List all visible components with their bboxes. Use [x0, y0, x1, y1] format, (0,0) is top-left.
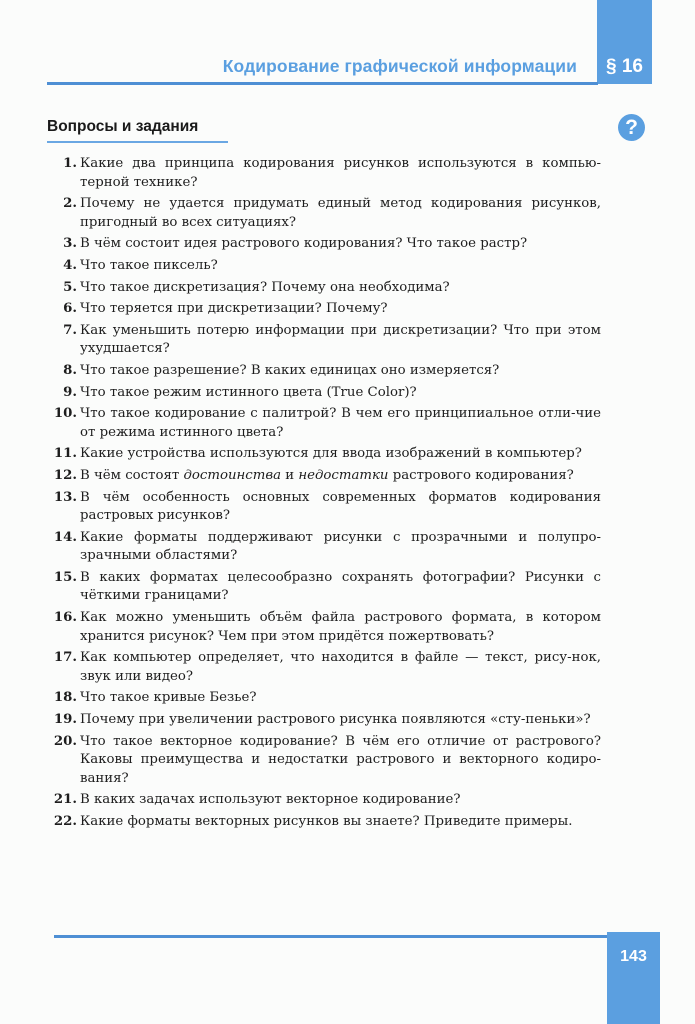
- question-number: 11.: [53, 446, 77, 462]
- question-item: [47, 733, 601, 789]
- question-number: 22.: [53, 814, 77, 829]
- question-text: В чём состоит идея растрового кодирования? Что такое растр?: [80, 236, 528, 252]
- question-text-part: В чём состоят: [80, 467, 184, 483]
- question-number: 10.: [53, 406, 77, 422]
- question-number: 19.: [53, 712, 77, 728]
- question-text: Почему не удается придумать единый метод кодирования рисунков, пригодный во всех ситуациях?: [80, 196, 601, 230]
- question-number: 8.: [63, 362, 77, 378]
- question-number: 9.: [63, 384, 77, 400]
- question-number: 14.: [53, 529, 77, 545]
- question-item: [47, 362, 601, 381]
- section-tab: [597, 0, 652, 84]
- section-title-underline: [47, 141, 228, 143]
- chapter-title: Кодирование графической информации: [222, 56, 577, 76]
- question-text: В каких задачах используют векторное кодирование?: [80, 792, 461, 808]
- question-item: [47, 813, 601, 832]
- question-item: [47, 257, 601, 276]
- question-text: Какие форматы векторных рисунков вы знаете? Приведите примеры.: [80, 814, 573, 829]
- question-number: 1.: [63, 156, 77, 171]
- question-text: Что теряется при дискретизации? Почему?: [80, 301, 388, 317]
- question-text: Что такое режим истинного цвета (True Color)?: [80, 384, 417, 400]
- question-number: 18.: [53, 690, 77, 706]
- question-item: [47, 195, 601, 232]
- footer-divider: [54, 935, 608, 938]
- question-text: Как компьютер определяет, что находится в файле — текст, рису-нок, звук или видео?: [80, 650, 601, 684]
- question-text: В чём особенность основных современных форматов кодирования растровых рисунков?: [80, 489, 601, 524]
- question-number: 5.: [63, 279, 77, 295]
- question-number: 3.: [63, 236, 77, 252]
- section-number: § 16: [606, 56, 643, 77]
- question-text: Как можно уменьшить объём файла растрового формата, в котором хранится рисунок? Чем при этом придётся пожертвовать?: [80, 610, 601, 644]
- question-number: 2.: [63, 196, 77, 212]
- question-text: Какие два принципа кодирования рисунков используются в компью-терной технике?: [80, 156, 601, 190]
- question-text: Что такое пиксель?: [80, 257, 218, 273]
- question-number: 12.: [53, 467, 77, 483]
- question-item: [47, 384, 601, 403]
- question-number: 15.: [53, 569, 77, 585]
- question-item: [47, 711, 601, 730]
- emphasis-advantages: достоинства: [183, 467, 282, 483]
- question-text: Что такое кодирование с палитрой? В чем его принципиальное отли-чие от режима истинного цвета?: [80, 406, 601, 440]
- question-number: 21.: [53, 792, 77, 808]
- question-number: 6.: [63, 301, 77, 317]
- question-item: [47, 569, 601, 606]
- page-number-tab: [607, 932, 660, 1024]
- question-item: [47, 155, 601, 192]
- question-number: 7.: [63, 322, 77, 338]
- question-text: Какие устройства используются для ввода изображений в компьютер?: [80, 446, 582, 462]
- question-number: 4.: [63, 257, 77, 273]
- question-item: [47, 445, 601, 464]
- question-number: 20.: [53, 733, 77, 749]
- question-item: [47, 791, 601, 810]
- question-item: [47, 405, 601, 442]
- question-text: Что такое векторное кодирование? В чём его отличие от растрового? Каковы преимущества и недостатки растрового и векторного кодиро-вания?: [80, 733, 601, 786]
- question-item: [47, 322, 601, 359]
- question-text: Что такое дискретизация? Почему она необходима?: [80, 279, 450, 295]
- question-item: [47, 689, 601, 708]
- question-number: 16.: [53, 610, 77, 626]
- question-number: 17.: [53, 650, 77, 666]
- question-item: [47, 649, 601, 686]
- question-text: Какие форматы поддерживают рисунки с прозрачными и полупро-зрачными областями?: [80, 529, 601, 564]
- question-text: В каких форматах целесообразно сохранять фотографии? Рисунки с чёткими границами?: [80, 569, 601, 604]
- header-divider: [47, 82, 598, 85]
- page-number: 143: [620, 948, 647, 965]
- question-mark-icon: ?: [618, 114, 645, 141]
- question-text-part: и: [281, 467, 299, 483]
- question-text: Что такое кривые Безье?: [80, 690, 257, 706]
- questions-list: [47, 155, 601, 835]
- question-number: 13.: [53, 489, 77, 505]
- question-item: [47, 489, 601, 526]
- question-item: [47, 467, 601, 486]
- question-text: Что такое разрешение? В каких единицах оно измеряется?: [80, 362, 500, 378]
- question-text: [80, 468, 574, 483]
- section-title: Вопросы и задания: [47, 118, 199, 135]
- question-text: Как уменьшить потерю информации при дискретизации? Что при этом ухудшается?: [80, 322, 601, 357]
- question-item: [47, 279, 601, 298]
- question-item: [47, 235, 601, 254]
- question-item: [47, 609, 601, 646]
- question-text-part: растрового кодирования?: [388, 467, 574, 483]
- emphasis-disadvantages: недостатки: [298, 467, 389, 483]
- question-item: [47, 300, 601, 319]
- question-item: [47, 529, 601, 566]
- question-text: Почему при увеличении растрового рисунка появляются «сту-пеньки»?: [80, 712, 591, 728]
